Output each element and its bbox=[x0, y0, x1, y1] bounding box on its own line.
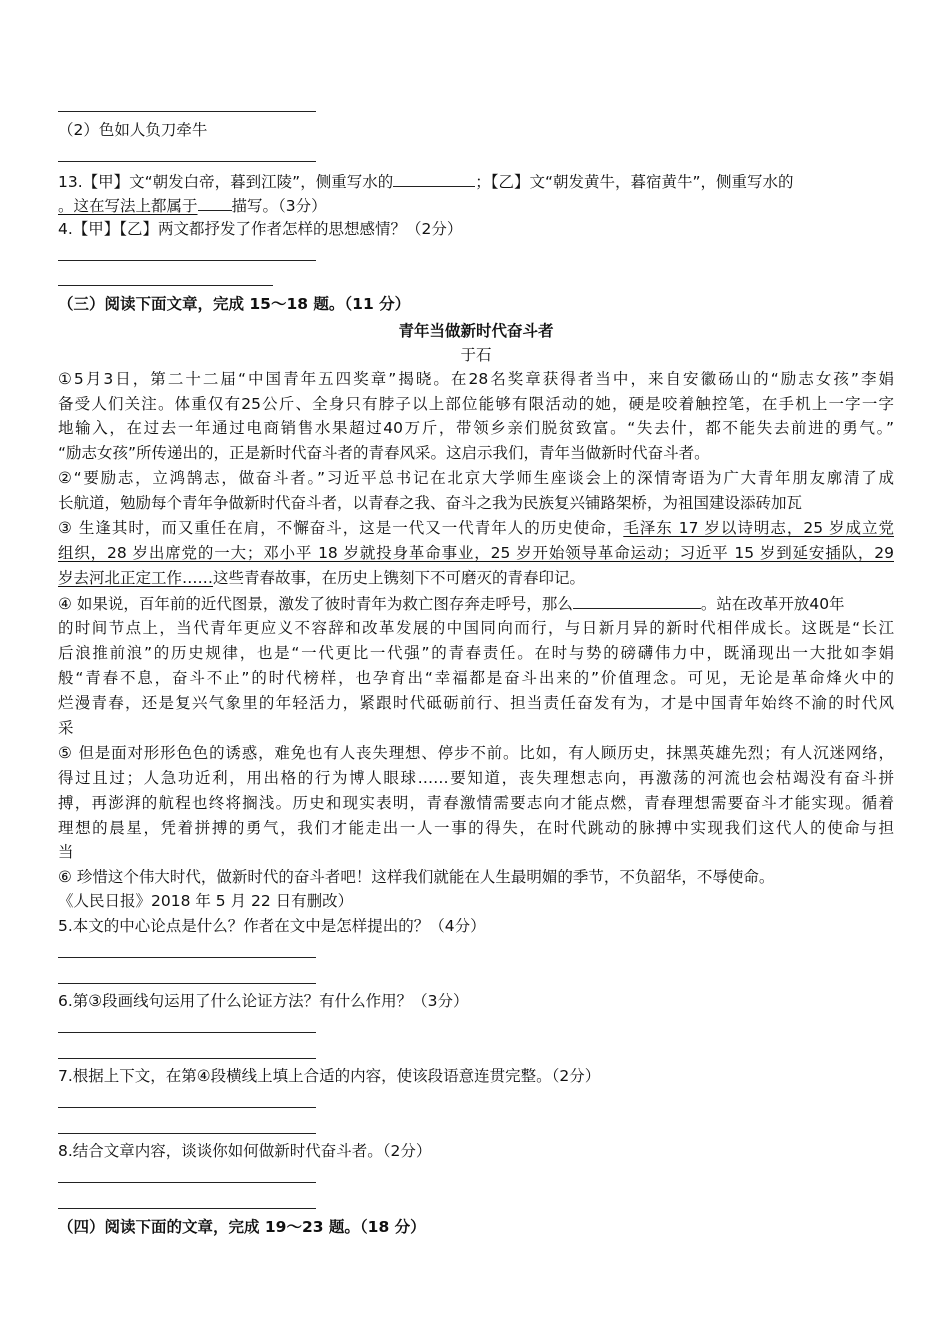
article-title: 青年当做新时代奋斗者 bbox=[398, 322, 554, 340]
q6-question: 6.第③段画线句运用了什么论证方法？有什么作用？（3分） bbox=[58, 992, 469, 1010]
para3-line3 bbox=[58, 566, 894, 590]
para2-line: 长航道，勉励每个青年争做新时代奋斗者，以青春之我、奋斗之我为民族复兴铺路架桥，为祖国建设添砖加瓦 bbox=[58, 494, 803, 512]
para4-line: 后浪推前浪”的历史规律，也是“一代更比一代强”的青春责任。在时与势的磅礴伟力中，既涌现出一大批如李娟 bbox=[58, 644, 894, 662]
answer-line[interactable] bbox=[58, 111, 316, 112]
answer-line[interactable] bbox=[58, 1107, 316, 1108]
section4-heading: （四）阅读下面的文章，完成 19～23 题。（18 分） bbox=[58, 1218, 426, 1236]
q13-text-b: ；【乙】文“朝发黄牛，暮宿黄牛”，侧重写水的 bbox=[475, 173, 794, 191]
q13-blank-1[interactable] bbox=[393, 169, 475, 187]
para1-line: 备受人们关注。体重仅有25公斤、全身只有脖子以上部位能够有限活动的她，硬是咬着触控笔，在手机上一字一字 bbox=[58, 395, 894, 413]
q14-question: 4.【甲】【乙】两文都抒发了作者怎样的思想感情？（2分） bbox=[58, 220, 463, 238]
section3-heading: （三）阅读下面文章，完成 15～18 题。（11 分） bbox=[58, 295, 411, 313]
para4-line: 的时间节点上，当代青年更应义不容辞和改革发展的中国同向而行，与日新月异的新时代相伴成长。这既是“长江 bbox=[58, 619, 894, 637]
para1-line: ①5月3日，第二十二届“中国青年五四奖章”揭晓。在28名奖章获得者当中，来自安徽砀山的“励志女孩”李娟 bbox=[58, 370, 894, 388]
para5-line: 理想的晨星，凭着拼搏的勇气，我们才能走出一人一事的得失，在时代跳动的脉搏中实现我们这代人的使命与担 bbox=[58, 819, 894, 837]
q7-question: 7.根据上下文，在第④段横线上填上合适的内容，使该段语意连贯完整。（2分） bbox=[58, 1067, 601, 1085]
article-author: 于石 bbox=[460, 346, 492, 364]
answer-line[interactable] bbox=[58, 1058, 316, 1059]
para4-line: 采 bbox=[58, 719, 74, 737]
para3-underlined: 毛泽东 17 岁以诗明志，25 岁成立党 bbox=[623, 519, 894, 537]
q12-item2: （2）色如人负刀牵牛 bbox=[58, 121, 208, 139]
q8-question: 8.结合文章内容，谈谈你如何做新时代奋斗者。（2分） bbox=[58, 1142, 432, 1160]
para6-line: ⑥ 珍惜这个伟大时代，做新时代的奋斗者吧！这样我们就能在人生最明媚的季节，不负韶华，不辱使命。 bbox=[58, 868, 775, 886]
answer-line[interactable] bbox=[58, 1133, 316, 1134]
answer-line[interactable] bbox=[58, 161, 316, 162]
answer-line[interactable] bbox=[58, 285, 273, 286]
para4-line1 bbox=[58, 591, 894, 616]
answer-line[interactable] bbox=[58, 1182, 316, 1183]
answer-line[interactable] bbox=[58, 957, 316, 958]
q13-text-c: 。这在写法上都属于 bbox=[58, 197, 198, 215]
para4-text-b: 。站在改革开放40年 bbox=[700, 595, 845, 613]
q13-text-d: 描写。（3分） bbox=[231, 197, 327, 215]
q13-text-a: 13.【甲】文“朝发白帝，暮到江陵”，侧重写水的 bbox=[58, 173, 394, 191]
para3-underlined: 岁去河北正定工作…… bbox=[58, 569, 214, 587]
para5-line: 当 bbox=[58, 843, 74, 861]
para4-line: 烂漫青春，还是复兴气象里的年轻活力，紧跟时代砥砺前行、担当责任奋发有为，才是中国青年始终不渝的时代风 bbox=[58, 694, 894, 712]
para4-fill-blank[interactable] bbox=[573, 591, 701, 609]
para3-underlined: 组织，28 岁出席党的一大；邓小平 18 岁就投身革命事业，25 岁开始领导革命运动；习近平 15 岁到延安插队，29 bbox=[58, 544, 894, 562]
q13-line2 bbox=[58, 193, 894, 218]
para5-line: 得过且过；人急功近利，用出格的行为博人眼球……要知道，丧失理想志向，再激荡的河流也会枯竭没有奋斗拼 bbox=[58, 769, 894, 787]
para1-line: “励志女孩”所传递出的，正是新时代奋斗者的青春风采。这启示我们，青年当做新时代奋斗者。 bbox=[58, 444, 710, 462]
para4-text-a: ④ 如果说，百年前的近代图景，激发了彼时青年为救亡图存奔走呼号，那么 bbox=[58, 595, 573, 613]
para3-plain: ③ 生逢其时，而又重任在肩，不懈奋斗，这是一代又一代青年人的历史使命， bbox=[58, 519, 624, 537]
para1-line: 地输入，在过去一年通过电商销售水果超过40万斤，带领乡亲们脱贫致富。“失去什，都不能失去前进的勇气。” bbox=[58, 419, 894, 437]
q13-blank-2[interactable] bbox=[198, 193, 232, 211]
answer-line[interactable] bbox=[58, 1032, 316, 1033]
para5-line: 搏，再澎湃的航程也终将搁浅。历史和现实表明，青春激情需要志向才能点燃，青春理想需要奋斗才能实现。循着 bbox=[58, 794, 894, 812]
answer-line[interactable] bbox=[58, 260, 316, 261]
para3-plain: 这些青春故事，在历史上镌刻下不可磨灭的青春印记。 bbox=[213, 569, 586, 587]
q13-line1 bbox=[58, 169, 894, 194]
article-source: 《人民日报》2018 年 5 月 22 日有删改） bbox=[58, 892, 354, 910]
para2-line: ②“要励志，立鸿鹄志，做奋斗者。”习近平总书记在北京大学师生座谈会上的深情寄语为广大青年朋友廓清了成 bbox=[58, 469, 894, 487]
para3-line1 bbox=[58, 516, 894, 540]
q5-question: 5.本文的中心论点是什么？作者在文中是怎样提出的？（4分） bbox=[58, 917, 486, 935]
answer-line[interactable] bbox=[58, 1208, 316, 1209]
para5-line: ⑤ 但是面对形形色色的诱惑，难免也有人丧失理想、停步不前。比如，有人顾历史，抹黑英雄先烈；有人沉迷网络， bbox=[58, 744, 894, 762]
answer-line[interactable] bbox=[58, 983, 316, 984]
para4-line: 般“青春不息，奋斗不止”的时代榜样，也孕育出“幸福都是奋斗出来的”价值理念。可见，无论是革命烽火中的 bbox=[58, 669, 894, 687]
